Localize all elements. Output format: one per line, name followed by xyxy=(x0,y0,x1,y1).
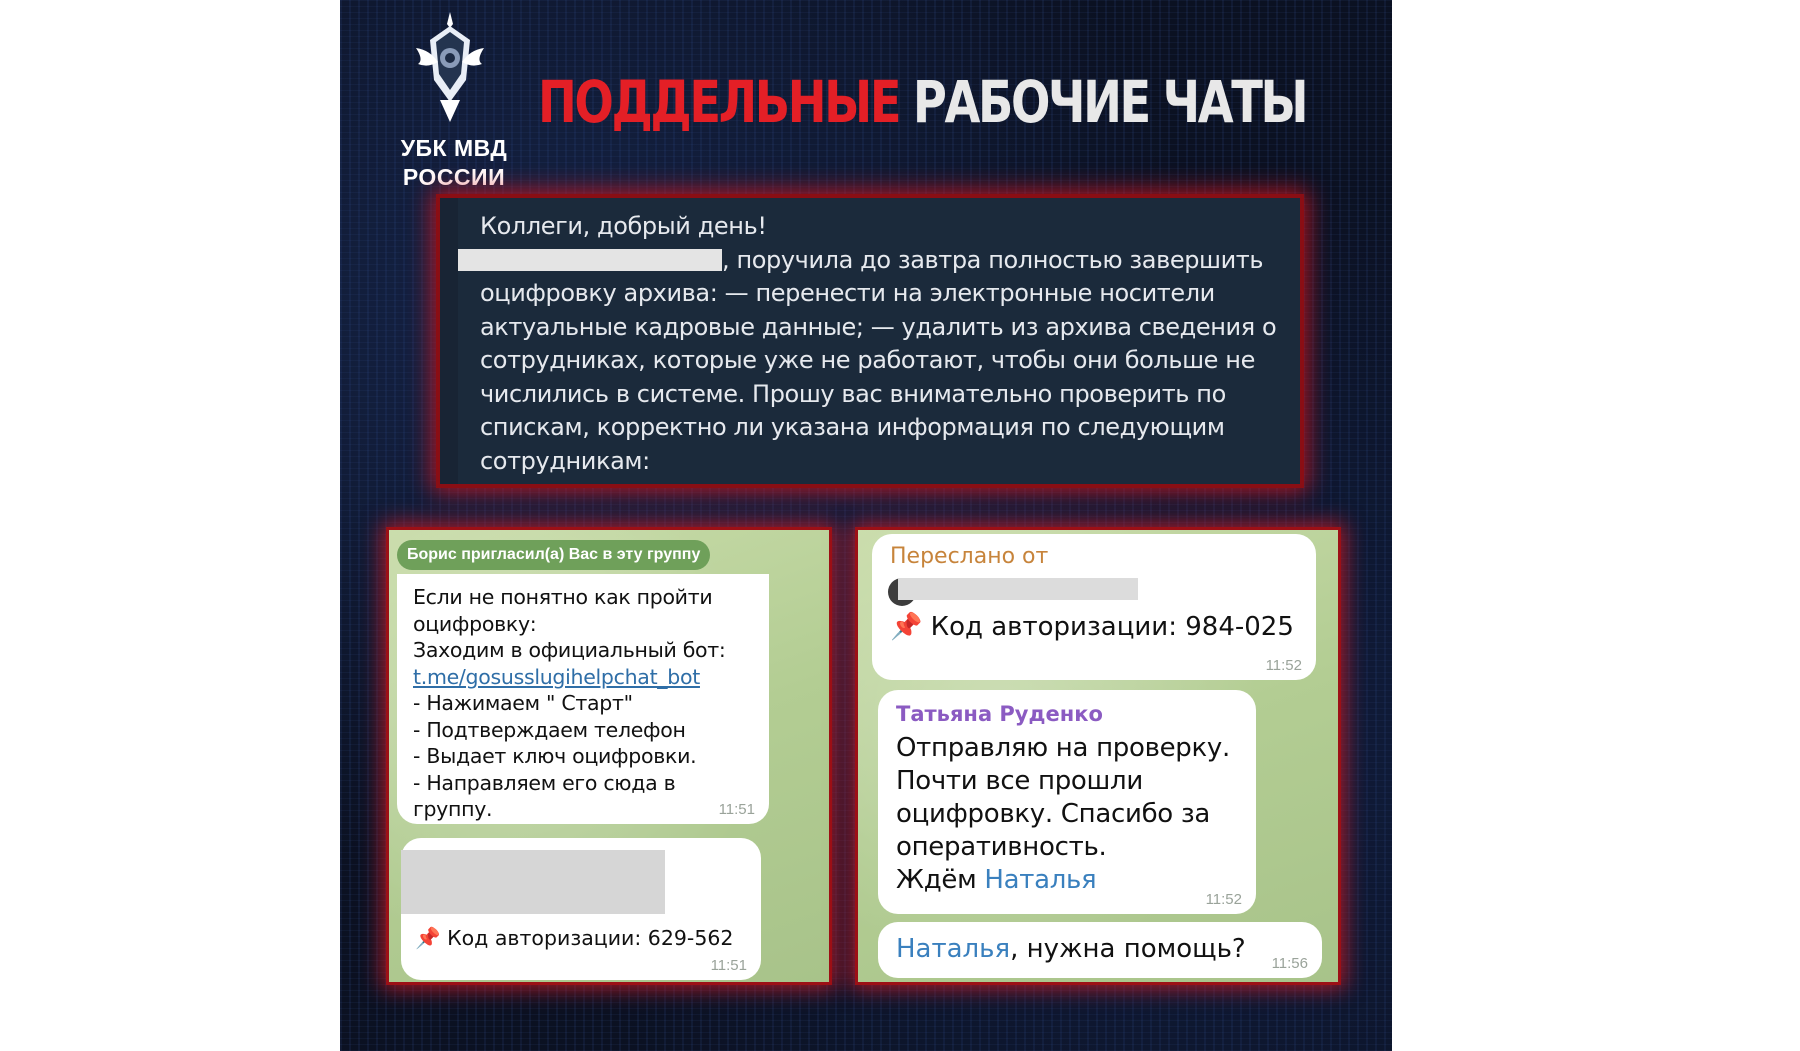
message-time: 11:51 xyxy=(718,801,755,818)
top-line-7: спискам, корректно ли указана информация по следующим xyxy=(480,413,1225,441)
sender-name[interactable]: Татьяна Руденко xyxy=(896,702,1103,726)
right-chat-screenshot xyxy=(858,530,1338,982)
organization-name xyxy=(394,134,514,192)
message-time: 11:56 xyxy=(1271,955,1308,972)
auth-code-text: 📌 Код авторизации: 629-562 xyxy=(415,926,734,950)
top-line-8: сотрудникам: xyxy=(480,446,650,475)
bot-link[interactable]: t.me/gosusslugihelpchat_bot xyxy=(413,664,700,689)
instruction-message xyxy=(397,574,769,824)
poster-title xyxy=(538,62,1306,142)
redacted-sender xyxy=(898,578,1138,600)
forwarded-label: Переслано от xyxy=(890,544,1049,569)
top-line-4: актуальные кадровые данные; — удалить из архива сведения о xyxy=(480,312,1277,341)
top-message-text xyxy=(480,210,1280,478)
instruction-text: Если не понятно как пройти оцифровку: Заходим в официальный бот: t.me/gosusslugihelpchat_bot - Нажимаем " Старт" - Подтверждаем телефон - Выдает ключ оцифровки. - Направляем его сюда в группу. xyxy=(413,585,726,821)
message-time: 11:52 xyxy=(1205,891,1242,908)
auth-code-text: 📌 Код авторизации: 984-025 xyxy=(890,612,1294,642)
user-mention[interactable]: Наталья xyxy=(984,865,1097,895)
eagle-emblem-icon xyxy=(410,10,490,130)
chat-message xyxy=(878,690,1256,914)
org-line-2: РОССИИ xyxy=(402,164,506,190)
top-line-6: числились в системе. Прошу вас внимательно проверить по xyxy=(480,379,1226,408)
invite-notice: Борис пригласил(а) Вас в эту группу xyxy=(397,540,710,570)
top-line-2: , поручила до завтра полностью завершить xyxy=(480,244,1280,278)
user-mention[interactable]: Наталья xyxy=(896,934,1011,964)
poster xyxy=(340,0,1392,1051)
message-time: 11:52 xyxy=(1265,657,1302,674)
org-line-1: УБК МВД xyxy=(400,135,508,161)
pushpin-icon: 📌 xyxy=(415,926,441,950)
left-chat-screenshot xyxy=(389,530,829,982)
panel-side-bar xyxy=(440,198,458,484)
redacted-name xyxy=(458,249,722,271)
message-text: Отправляю на проверку. Почти все прошли оцифровку. Спасибо за оперативность. Ждём Наталья xyxy=(896,733,1230,895)
top-message-panel xyxy=(440,198,1300,484)
redacted-block xyxy=(401,850,665,914)
message-time: 11:51 xyxy=(710,957,747,974)
forwarded-message xyxy=(872,534,1316,680)
top-line-1: Коллеги, добрый день! xyxy=(480,212,767,240)
reply-message xyxy=(878,922,1322,978)
title-red-part: ПОДДЕЛЬНЫЕ xyxy=(538,68,900,136)
tiny-document-header xyxy=(429,530,769,540)
pushpin-icon: 📌 xyxy=(890,612,923,642)
top-line-5: сотрудниках, которые уже не работают, чтобы они больше не xyxy=(480,346,1255,374)
auth-code-message xyxy=(401,838,761,980)
top-line-3: оцифровку архива: — перенести на электронные носители xyxy=(480,279,1215,307)
reply-text: Наталья, нужна помощь? xyxy=(896,934,1246,964)
title-white-part: РАБОЧИЕ ЧАТЫ xyxy=(912,68,1307,136)
